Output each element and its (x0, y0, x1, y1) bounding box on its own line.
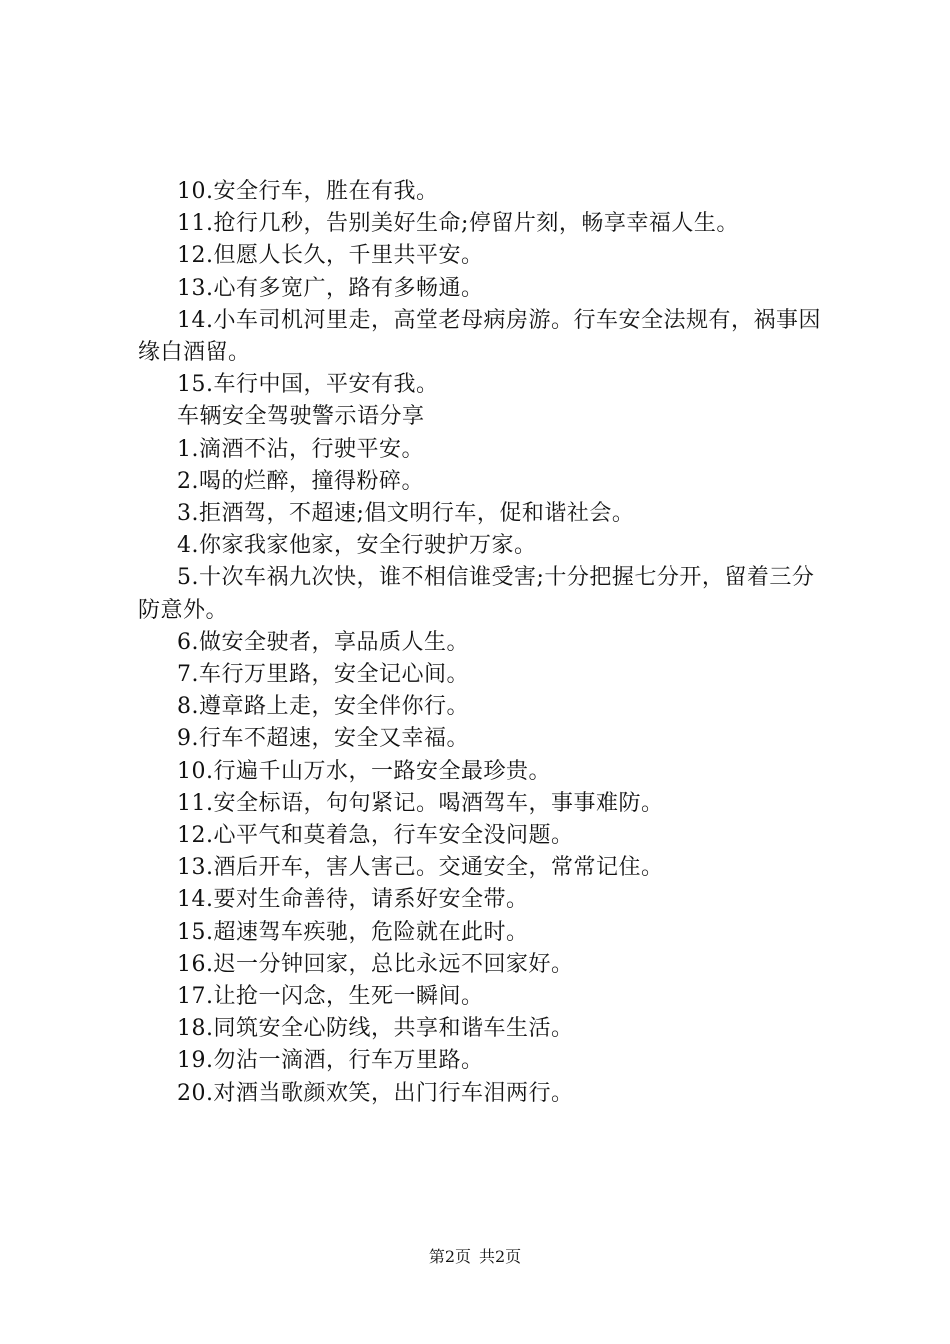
paragraph-20: 13.酒后开车，害人害己。交通安全，常常记住。 (177, 855, 664, 881)
paragraph-4: 13.心有多宽广，路有多畅通。 (177, 275, 484, 301)
page-number-total: 共2页 (479, 1247, 522, 1266)
paragraph-24: 17.让抢一闪念，生死一瞬间。 (177, 984, 484, 1010)
paragraph-22: 15.超速驾车疾驰，危险就在此时。 (177, 919, 529, 945)
paragraph-2: 11.抢行几秒，告别美好生命;停留片刻，畅享幸福人生。 (177, 211, 739, 237)
paragraph-25: 18.同筑安全心防线，共享和谐车生活。 (177, 1016, 574, 1042)
document-body (138, 176, 832, 1110)
paragraph-1: 10.安全行车，胜在有我。 (177, 179, 439, 204)
paragraph-14: 7.车行万里路，安全记心间。 (177, 662, 469, 688)
paragraph-26: 19.勿沾一滴酒，行车万里路。 (177, 1048, 484, 1074)
paragraph-23: 16.迟一分钟回家，总比永远不回家好。 (177, 951, 574, 977)
paragraph-9: 2.喝的烂醉，撞得粉碎。 (177, 468, 424, 494)
paragraph-13: 6.做安全驶者，享品质人生。 (177, 629, 469, 655)
paragraph-8: 1.滴酒不沾，行驶平安。 (177, 436, 424, 462)
section-heading: 车辆安全驾驶警示语分享 (177, 404, 425, 430)
page-footer (0, 1247, 950, 1267)
paragraph-6: 15.车行中国，平安有我。 (177, 372, 439, 398)
paragraph-15: 8.遵章路上走，安全伴你行。 (177, 694, 469, 720)
paragraph-19: 12.心平气和莫着急，行车安全没问题。 (177, 823, 574, 849)
page-number-current: 第2页 (428, 1247, 471, 1266)
paragraph-18: 11.安全标语，句句紧记。喝酒驾车，事事难防。 (177, 790, 664, 816)
paragraph-17: 10.行遍千山万水，一路安全最珍贵。 (177, 758, 551, 784)
paragraph-12: 5.十次车祸九次快，谁不相信谁受害;十分把握七分开，留着三分防意外。 (138, 565, 815, 623)
paragraph-10: 3.拒酒驾，不超速;倡文明行车，促和谐社会。 (177, 501, 635, 527)
paragraph-11: 4.你家我家他家，安全行驶护万家。 (177, 533, 537, 559)
paragraph-5: 14.小车司机河里走，高堂老母病房游。行车安全法规有，祸事因缘白酒留。 (138, 307, 821, 366)
paragraph-21: 14.要对生命善待，请系好安全带。 (177, 887, 529, 913)
paragraph-27: 20.对酒当歌颜欢笑，出门行车泪两行。 (177, 1080, 574, 1106)
paragraph-3: 12.但愿人长久，千里共平安。 (177, 243, 484, 269)
paragraph-16: 9.行车不超速，安全又幸福。 (177, 726, 469, 752)
